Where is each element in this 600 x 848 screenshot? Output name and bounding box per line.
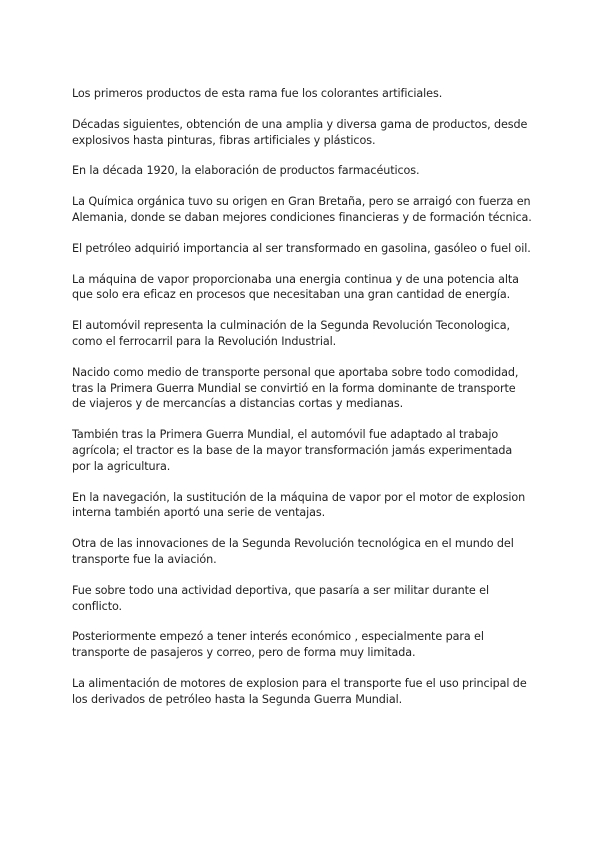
paragraph-10: En la navegación, la sustitución de la máquina de vapor por el motor de explosion interna también aportó una serie de ventajas. [72, 490, 526, 520]
paragraph-13: Posteriormente empezó a tener interés económico , especialmente para el transporte de pasajeros y correo, pero de forma muy limitada. [72, 630, 484, 660]
paragraph-9: También tras la Primera Guerra Mundial, el automóvil fue adaptado al trabajo agrícola; el tractor es la base de la mayor transformación jamás experimentada por la agricultura. [72, 428, 513, 473]
paragraph-7: El automóvil representa la culminación de la Segunda Revolución Teconologica, como el ferrocarril para la Revolución Industrial. [72, 319, 510, 348]
paragraph-11: Otra de las innovaciones de la Segunda Revolución tecnológica en el mundo del transporte fue la aviación. [72, 537, 514, 566]
paragraph-2: Décadas siguientes, obtención de una amplia y diversa gama de productos, desde explosivos hasta pinturas, fibras artificiales y plásticos. [72, 117, 528, 147]
paragraph-3: En la década 1920, la elaboración de productos farmacéuticos. [72, 164, 420, 178]
paragraph-5: El petróleo adquirió importancia al ser transformado en gasolina, gasóleo o fuel oil. [72, 241, 531, 255]
paragraph-1: Los primeros productos de esta rama fue los colorantes artificiales. [72, 87, 443, 100]
paragraph-8: Nacido como medio de transporte personal que aportaba sobre todo comodidad, tras la Primera Guerra Mundial se convirtió en la forma dominante de transporte de viajeros y de mercancías a distancias cortas y medianas. [72, 365, 519, 411]
paragraph-6: La máquina de vapor proporcionaba una energia continua y de una potencia alta que solo era eficaz en procesos que necesitaban una gran cantidad de energía. [72, 272, 519, 302]
paragraph-4: La Química orgánica tuvo su origen en Gran Bretaña, pero se arraigó con fuerza en Alemania, donde se daban mejores condiciones financieras y de formación técnica. [72, 195, 532, 224]
paragraph-14: La alimentación de motores de explosion para el transporte fue el uso principal de los derivados de petróleo hasta la Segunda Guerra Mundial. [72, 676, 527, 706]
document-body [72, 86, 532, 723]
paragraph-12: Fue sobre todo una actividad deportiva, que pasaría a ser militar durante el conflicto. [72, 583, 489, 613]
